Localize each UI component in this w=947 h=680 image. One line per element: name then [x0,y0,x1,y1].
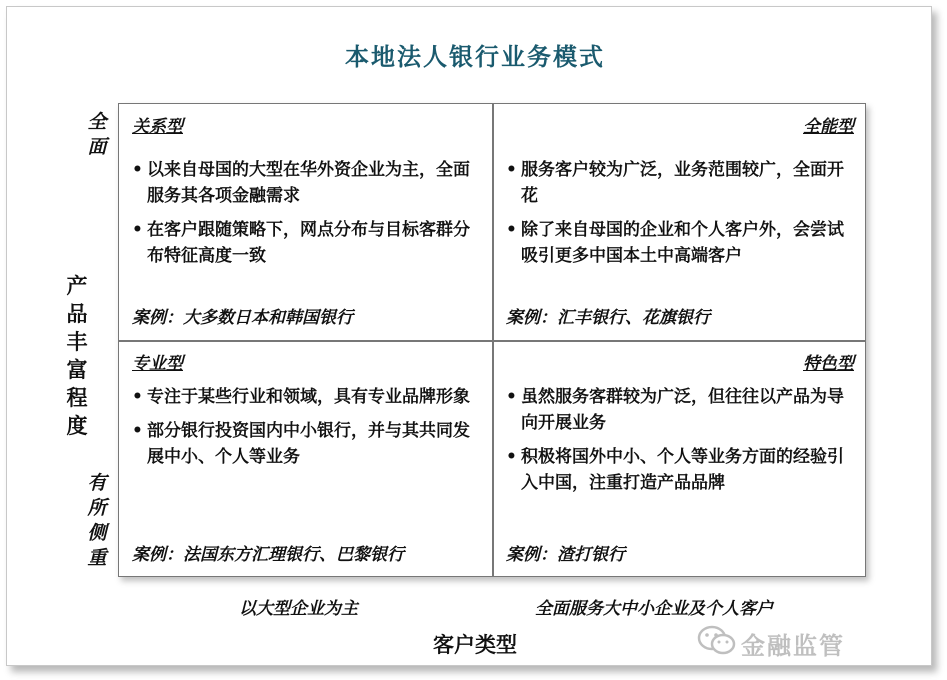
quadrant-case: 案例：大多数日本和韩国银行 [132,308,353,328]
bullet-list [130,384,482,478]
bullet-item: • 以来自母国的大型在华外资企业为主，全面服务其各项金融需求 [130,157,482,209]
x-axis-left-label: 以大型企业为主 [239,599,358,619]
bullet-item: • 除了来自母国的企业和个人客户外，会尝试吸引更多中国本土中高端客户 [504,217,856,269]
quadrant-case: 案例：汇丰银行、花旗银行 [506,308,710,328]
x-axis-label: 客户类型 [433,633,517,657]
wechat-icon [697,624,737,658]
quadrant-title: 专业型 [132,354,183,374]
quadrant-specialized [119,341,491,577]
slide-frame [6,6,932,666]
quadrant-characteristic [493,341,865,577]
x-axis-right-label: 全面服务大中小企业及个人客户 [535,599,773,619]
bullet-item: • 部分银行投资国内中小银行，并与其共同发展中小、个人等业务 [130,418,482,470]
y-axis-label: 产品丰富程度 [66,274,88,438]
bullet-item: • 服务客户较为广泛，业务范围较广，全面开花 [504,157,856,209]
bullet-item: • 在客户跟随策略下，网点分布与目标客群分布特征高度一致 [130,217,482,269]
bullet-item: • 虽然服务客群较为广泛，但往往以产品为导向开展业务 [504,384,856,436]
y-axis-top-label: 全面 [87,111,107,158]
watermark-text: 金融监管 [741,632,845,660]
bullet-list [504,384,856,504]
watermark [697,622,937,662]
slide-title: 本地法人银行业务模式 [345,43,605,71]
quadrant-matrix [118,103,866,577]
quadrant-case: 案例：渣打银行 [506,545,625,565]
quadrant-title: 特色型 [803,354,854,374]
quadrant-title: 关系型 [132,117,183,137]
quadrant-relationship [119,104,491,340]
y-axis-bottom-label: 有所侧重 [87,472,107,569]
quadrant-universal [493,104,865,340]
bullet-item: • 专注于某些行业和领域，具有专业品牌形象 [130,384,482,410]
bullet-list [504,157,856,277]
bullet-list [130,157,482,277]
bullet-item: • 积极将国外中小、个人等业务方面的经验引入中国，注重打造产品品牌 [504,444,856,496]
quadrant-case: 案例：法国东方汇理银行、巴黎银行 [132,545,404,565]
quadrant-title: 全能型 [803,117,854,137]
